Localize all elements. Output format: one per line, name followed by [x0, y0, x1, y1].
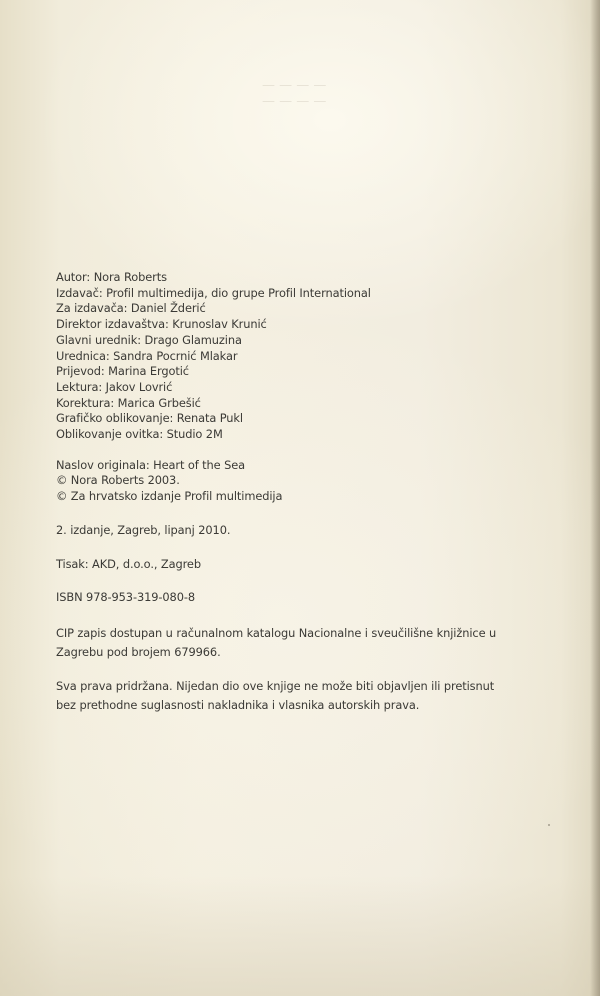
page-edge-shadow — [590, 0, 600, 996]
cip-line-2: Zagrebu pod brojem 679966. — [56, 644, 221, 659]
bleed-through-text: — — — — — — — — — [262, 78, 327, 109]
credit-editor: Urednica: Sandra Pocrnić Mlakar — [56, 348, 238, 363]
credit-publishing-director: Direktor izdavaštva: Krunoslav Krunić — [56, 317, 267, 332]
page-shadow — [0, 876, 600, 996]
credit-translation: Prijevod: Marina Ergotić — [56, 364, 189, 379]
credit-cover-design: Oblikovanje ovitka: Studio 2M — [56, 427, 223, 442]
credit-author: Autor: Nora Roberts — [56, 270, 167, 284]
rights-line-1: Sva prava pridržana. Nijedan dio ove knjige ne može biti objavljen ili pretisnut — [56, 678, 495, 693]
credit-for-publisher: Za izdavača: Daniel Žderić — [56, 301, 206, 316]
paper-speck — [548, 824, 550, 826]
copyright-edition: © Za hrvatsko izdanje Profil multimedija — [56, 489, 283, 504]
copyright-block — [56, 270, 556, 715]
edition-info: 2. izdanje, Zagreb, lipanj 2010. — [56, 522, 231, 537]
credit-editor-in-chief: Glavni urednik: Drago Glamuzina — [56, 332, 242, 347]
cip-line-1: CIP zapis dostupan u računalnom katalogu Nacionalne i sveučilišne knjižnice u — [56, 625, 497, 640]
credit-publisher: Izdavač: Profil multimedija, dio grupe Profil International — [56, 285, 371, 300]
copyright-author: © Nora Roberts 2003. — [56, 473, 180, 488]
print-info: Tisak: AKD, d.o.o., Zagreb — [56, 556, 201, 571]
credit-graphic-design: Grafičko oblikovanje: Renata Pukl — [56, 411, 243, 426]
isbn: ISBN 978-953-319-080-8 — [56, 590, 195, 605]
credit-correction: Korektura: Marica Grbešić — [56, 395, 201, 410]
original-title: Naslov originala: Heart of the Sea — [56, 457, 246, 472]
rights-line-2: bez prethodne suglasnosti nakladnika i vlasnika autorskih prava. — [56, 697, 420, 712]
credit-proofreading: Lektura: Jakov Lovrić — [56, 379, 173, 394]
